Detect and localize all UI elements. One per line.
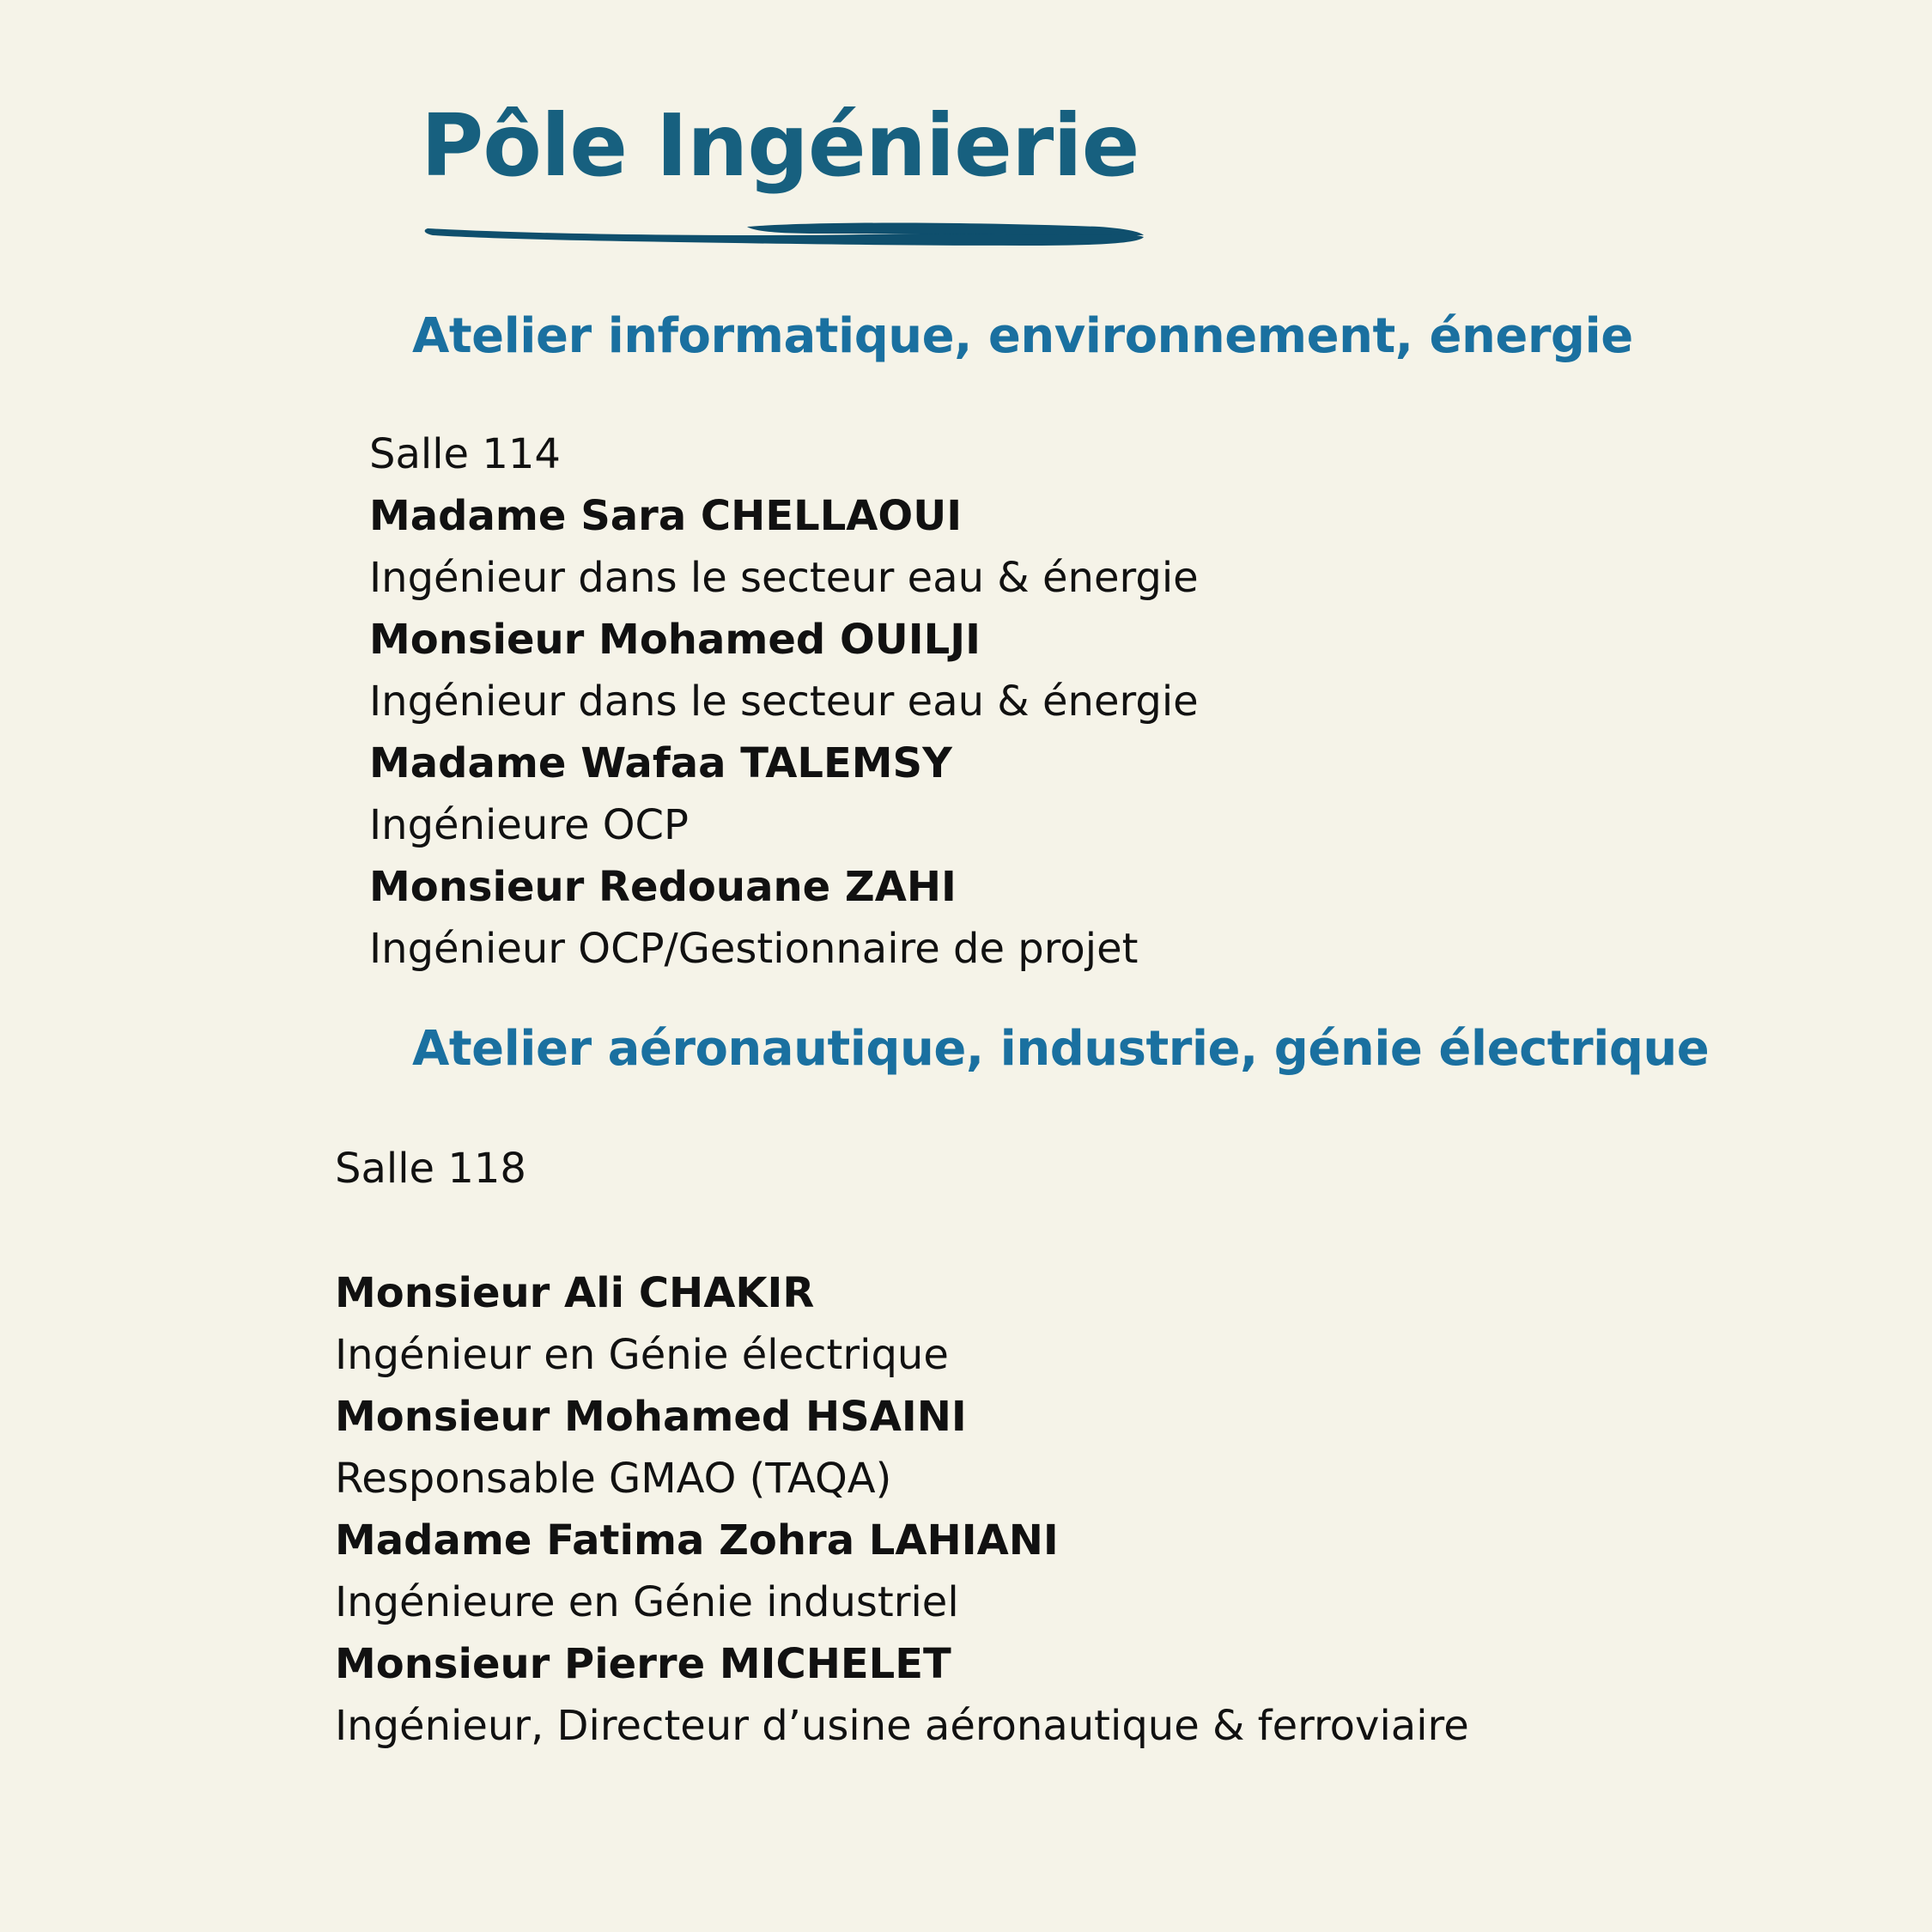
participant-role: Ingénieure en Génie industriel bbox=[335, 1578, 959, 1626]
participant-role: Ingénieur, Directeur d’usine aéronautique & ferroviaire bbox=[335, 1702, 1469, 1750]
participant-role: Ingénieure OCP bbox=[369, 801, 689, 849]
participant-role: Ingénieur dans le secteur eau & énergie bbox=[369, 677, 1199, 726]
atelier-title-informatique: Atelier informatique, environnement, énergie bbox=[412, 308, 1633, 364]
participant-name: Monsieur Redouane ZAHI bbox=[369, 863, 957, 911]
participant-entry bbox=[369, 856, 1199, 980]
participant-entry bbox=[369, 609, 1199, 732]
participant-entry bbox=[335, 1510, 1469, 1633]
participant-name: Madame Sara CHELLAOUI bbox=[369, 492, 963, 540]
atelier-title-aeronautique: Atelier aéronautique, industrie, génie électrique bbox=[412, 1021, 1710, 1077]
participant-name: Monsieur Pierre MICHELET bbox=[335, 1640, 951, 1688]
participant-name: Madame Fatima Zohra LAHIANI bbox=[335, 1516, 1059, 1564]
participant-name: Monsieur Mohamed HSAINI bbox=[335, 1393, 967, 1441]
participant-role: Responsable GMAO (TAQA) bbox=[335, 1455, 892, 1503]
participant-name: Monsieur Mohamed OUILJI bbox=[369, 616, 981, 664]
participant-entry bbox=[335, 1633, 1469, 1757]
participant-entry bbox=[369, 732, 1199, 856]
room-label: Salle 118 bbox=[335, 1145, 526, 1193]
title-underline bbox=[421, 215, 1151, 258]
page-title: Pôle Ingénierie bbox=[421, 95, 1139, 196]
participant-name: Madame Wafaa TALEMSY bbox=[369, 739, 952, 787]
participant-list bbox=[369, 485, 1199, 980]
participant-entry bbox=[369, 485, 1199, 609]
participant-role: Ingénieur dans le secteur eau & énergie bbox=[369, 554, 1199, 602]
participant-entry bbox=[335, 1262, 1469, 1386]
participant-list bbox=[335, 1262, 1469, 1757]
participant-role: Ingénieur en Génie électrique bbox=[335, 1331, 949, 1379]
participant-role: Ingénieur OCP/Gestionnaire de projet bbox=[369, 925, 1139, 973]
participant-entry bbox=[335, 1386, 1469, 1510]
participant-name: Monsieur Ali CHAKIR bbox=[335, 1269, 815, 1317]
room-label: Salle 114 bbox=[369, 430, 561, 478]
